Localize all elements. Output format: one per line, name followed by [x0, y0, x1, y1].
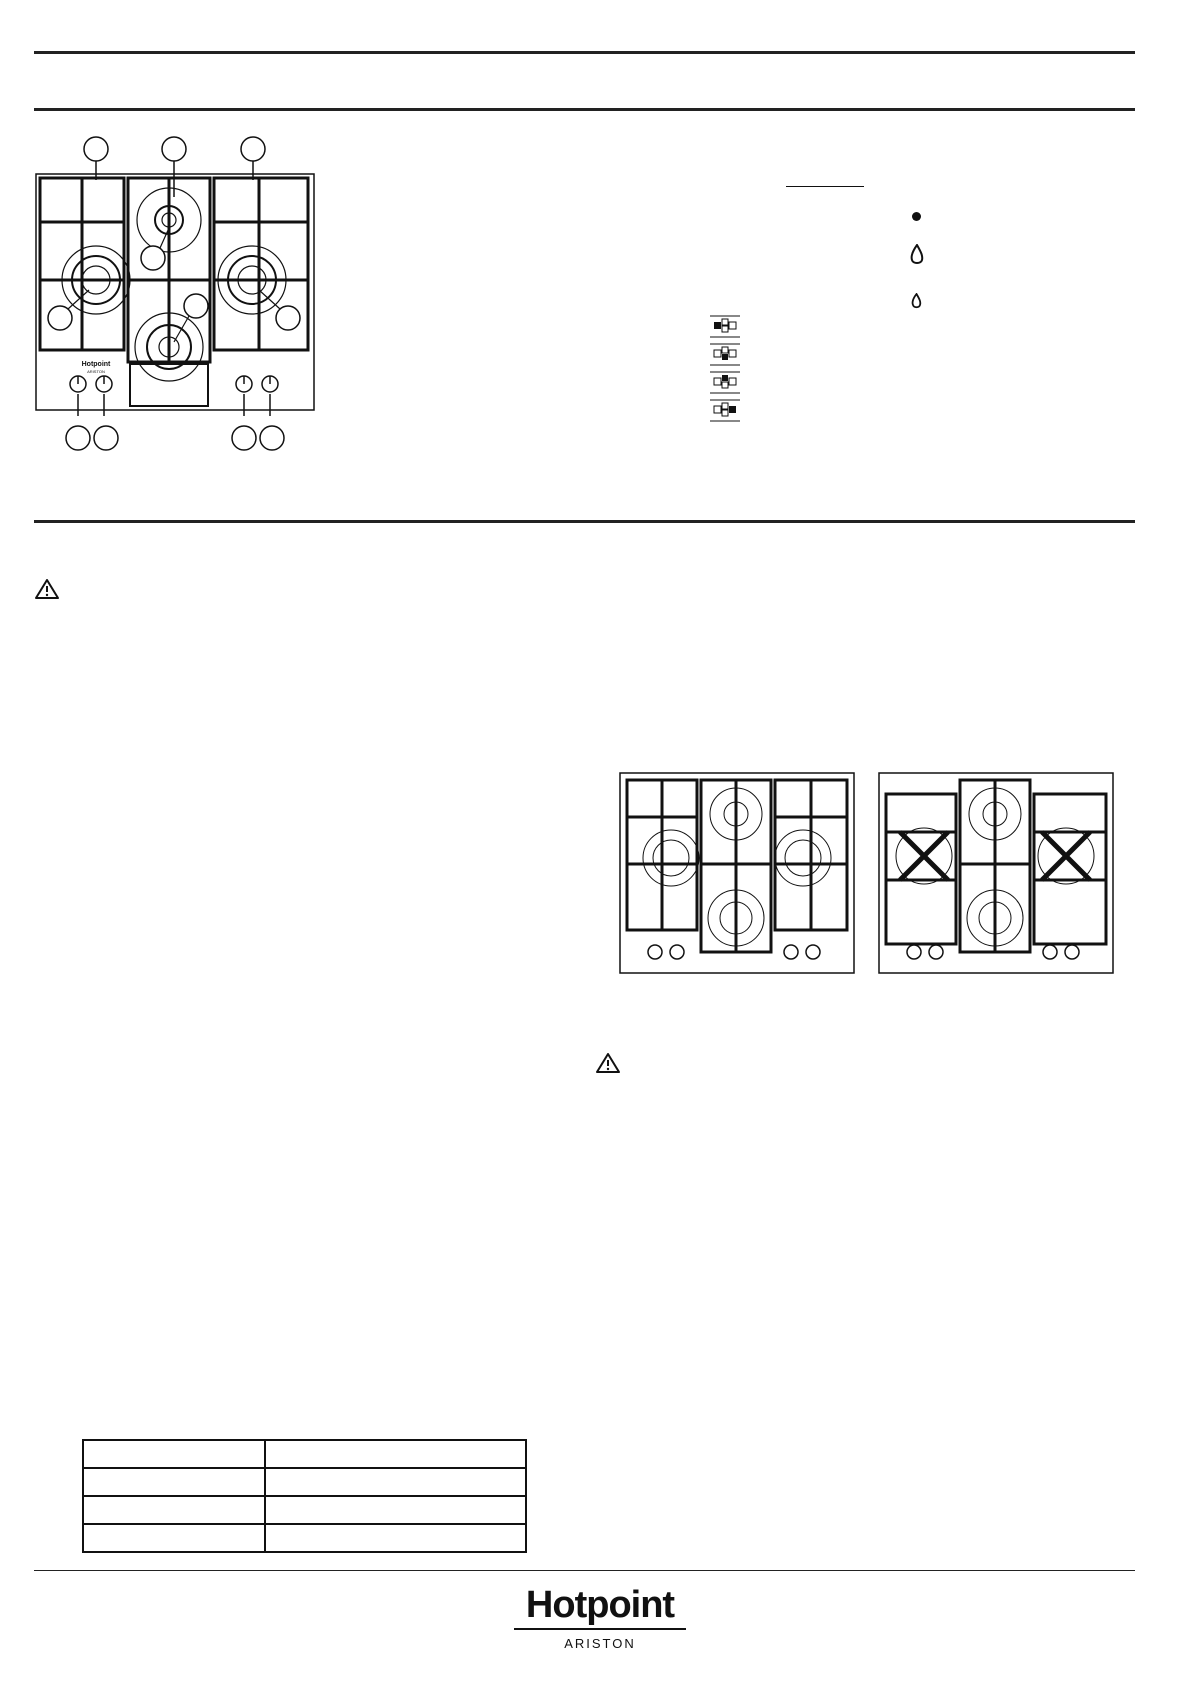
table-cell	[83, 1524, 265, 1552]
section-rule-2	[34, 520, 1135, 523]
table-cell	[83, 1440, 265, 1468]
brand-logo-subtitle: ARISTON	[564, 1636, 636, 1651]
hob-diagram	[34, 132, 324, 452]
table-row	[83, 1468, 526, 1496]
warning-triangle-icon	[595, 1052, 621, 1074]
grate-placement-correct	[619, 772, 855, 974]
table-cell	[83, 1468, 265, 1496]
brand-logo-divider	[514, 1628, 686, 1630]
off-dot-icon	[912, 212, 921, 221]
legend-underline	[786, 186, 864, 187]
brand-logo-word: Hotpoint	[525, 1584, 675, 1626]
spec-table	[82, 1439, 527, 1553]
table-cell	[265, 1468, 526, 1496]
footer-rule	[34, 1570, 1135, 1571]
burner-indicator-list	[710, 314, 740, 424]
flame-max-icon	[910, 244, 924, 266]
warning-triangle-icon	[34, 578, 60, 600]
hob-logo-subtext: ARISTON	[87, 369, 105, 374]
hob-logo-text: Hotpoint	[81, 361, 111, 368]
table-cell	[265, 1496, 526, 1524]
table-cell	[265, 1524, 526, 1552]
grate-placement-incorrect	[878, 772, 1114, 974]
table-cell	[265, 1440, 526, 1468]
flame-min-icon	[911, 293, 922, 310]
top-rule	[34, 51, 1135, 54]
table-row	[83, 1496, 526, 1524]
section-rule-1	[34, 108, 1135, 111]
table-row	[83, 1440, 526, 1468]
hob-diagram-svg	[34, 132, 324, 452]
table-row	[83, 1524, 526, 1552]
table-cell	[83, 1496, 265, 1524]
